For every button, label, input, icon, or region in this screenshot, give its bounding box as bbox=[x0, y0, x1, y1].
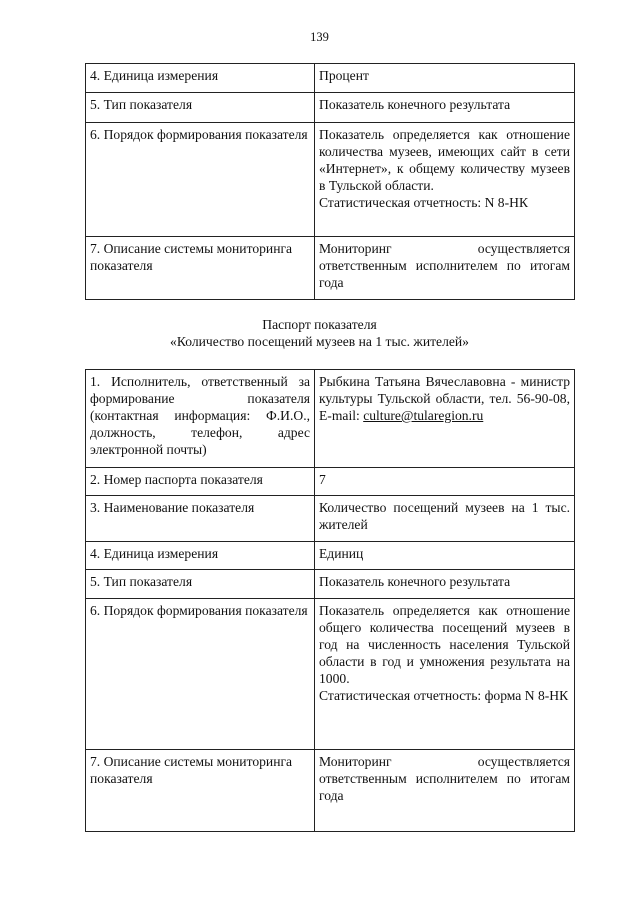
table-row bbox=[86, 93, 575, 123]
row-value bbox=[315, 599, 575, 750]
indicator-passport-table bbox=[85, 369, 575, 832]
row-label: 3. Наименование показателя bbox=[86, 496, 315, 542]
executor-info: Рыбкина Татьяна Вячеславовна - министр культуры Тульской области, тел. 56-90-08, E-mail: bbox=[319, 374, 570, 423]
row-value: Количество посещений музеев на 1 тыс. жителей bbox=[315, 496, 575, 542]
passport-heading-line1: Паспорт показателя bbox=[262, 317, 377, 332]
row-value-line: Статистическая отчетность: N 8-НК bbox=[319, 195, 529, 210]
table-row bbox=[86, 599, 575, 750]
table-row bbox=[86, 237, 575, 300]
table-row bbox=[86, 468, 575, 496]
row-value-line: Показатель определяется как отношение общего количества посещений музеев в год на численность населения Тульской области в год и умножения результата на 1000. bbox=[319, 603, 570, 686]
row-label: 6. Порядок формирования показателя bbox=[86, 599, 315, 750]
row-label: 1. Исполнитель, ответственный за формирование показателя (контактная информация: Ф.И.О., должность, телефон, адрес электронной почты) bbox=[86, 370, 315, 468]
passport-heading-line2: «Количество посещений музеев на 1 тыс. жителей» bbox=[170, 334, 469, 349]
row-value bbox=[315, 237, 575, 300]
table-row bbox=[86, 64, 575, 93]
row-label: 2. Номер паспорта показателя bbox=[86, 468, 315, 496]
table-row bbox=[86, 496, 575, 542]
row-label: 4. Единица измерения bbox=[86, 64, 315, 93]
row-value bbox=[315, 93, 575, 123]
row-label: 7. Описание системы мониторинга показателя bbox=[86, 237, 315, 300]
row-value bbox=[315, 370, 575, 468]
email-link[interactable]: culture@tularegion.ru bbox=[363, 408, 484, 423]
table-row bbox=[86, 542, 575, 570]
table-row bbox=[86, 570, 575, 599]
indicator-table-top bbox=[85, 63, 575, 300]
table-row bbox=[86, 370, 575, 468]
row-label: 7. Описание системы мониторинга показателя bbox=[86, 750, 315, 832]
passport-heading bbox=[0, 316, 639, 350]
row-value: 7 bbox=[315, 468, 575, 496]
row-label: 4. Единица измерения bbox=[86, 542, 315, 570]
row-value-line: Показатель определяется как отношение количества музеев, имеющих сайт в сети «Интернет», к общему количеству музеев в Тульской области. bbox=[319, 127, 570, 193]
row-label: 5. Тип показателя bbox=[86, 93, 315, 123]
row-value-line: Статистическая отчетность: форма N 8-НК bbox=[319, 688, 569, 703]
table-row bbox=[86, 750, 575, 832]
row-value: Мониторинг осуществляется ответственным исполнителем по итогам года bbox=[315, 750, 575, 832]
row-label: 5. Тип показателя bbox=[86, 570, 315, 599]
row-label: 6. Порядок формирования показателя bbox=[86, 123, 315, 237]
row-value-line: Мониторинг осуществляется ответственным исполнителем по итогам года bbox=[319, 241, 570, 290]
table-row bbox=[86, 123, 575, 237]
row-value: Единиц bbox=[315, 542, 575, 570]
row-value bbox=[315, 64, 575, 93]
row-value bbox=[315, 123, 575, 237]
row-value-line: Процент bbox=[319, 68, 369, 83]
row-value: Показатель конечного результата bbox=[315, 570, 575, 599]
page-number: 139 bbox=[310, 30, 329, 44]
row-value-line: Показатель конечного результата bbox=[319, 97, 511, 112]
